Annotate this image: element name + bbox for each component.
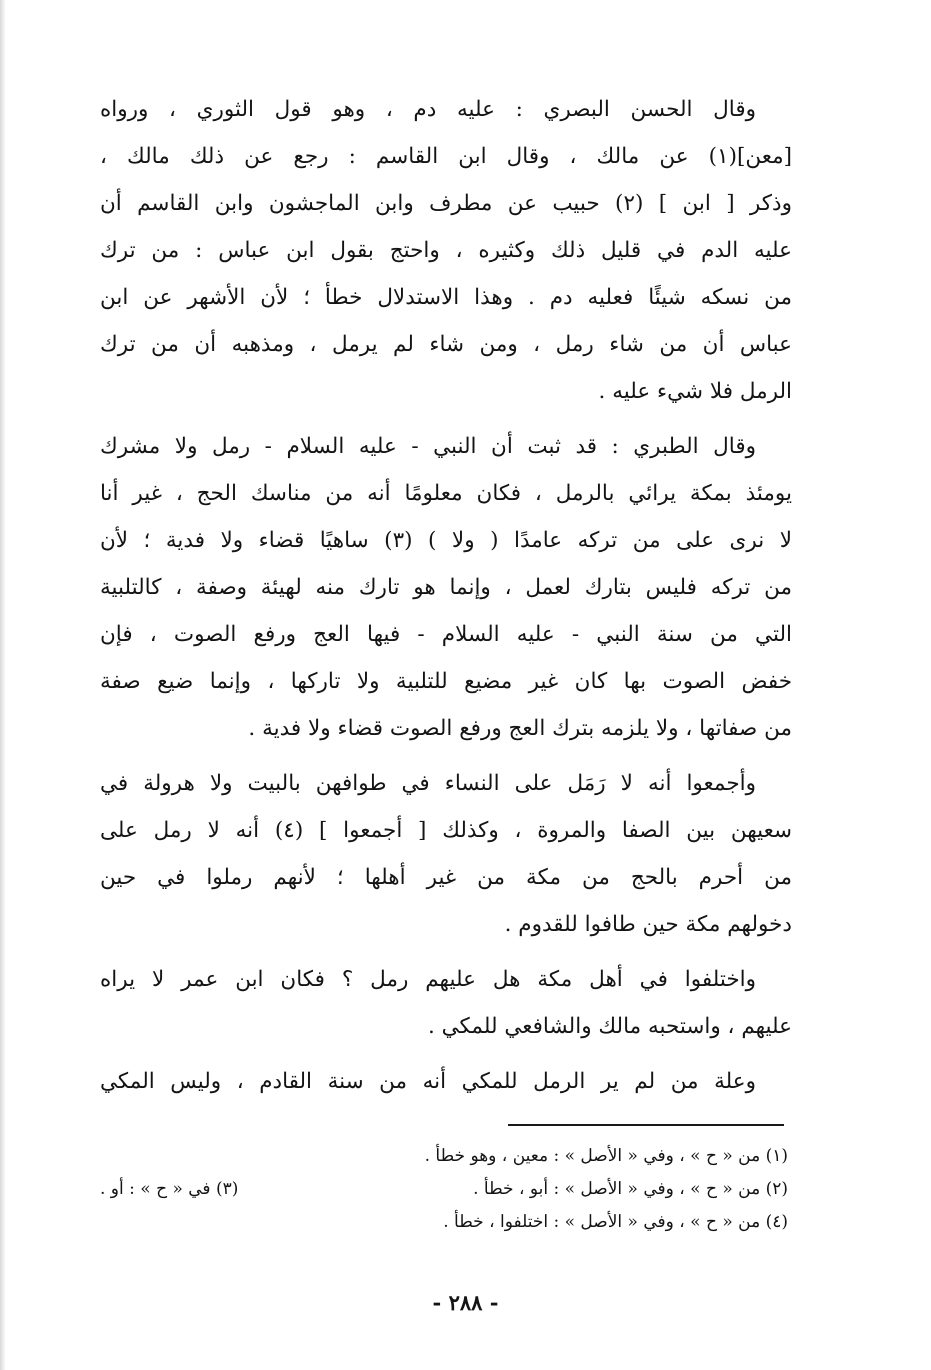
main-text <box>100 86 792 1105</box>
text-line: عليهم ، واستحبه مالك والشافعي للمكي . <box>427 1014 792 1039</box>
paragraph <box>100 86 792 415</box>
text-line: دخولهم مكة حين طافوا للقدوم . <box>504 912 792 937</box>
paragraph <box>100 956 792 1050</box>
text-line: خفض الصوت بها كان غير مضيع للتلبية ولا تاركها ، وإنما ضيع صفة <box>100 669 792 694</box>
footnote: (٣) في « ح » : أو . <box>100 1179 239 1199</box>
text-line: التي من سنة النبي - عليه السلام - فيها العج ورفع الصوت ، فإن <box>100 622 792 647</box>
text-line: من أحرم بالحج من مكة من غير أهلها ؛ لأنهم رملوا في حين <box>100 865 792 890</box>
footnote-row <box>100 1173 788 1206</box>
text-line: وعلة من لم ير الرمل للمكي أنه من سنة القادم ، وليس المكي <box>100 1069 756 1094</box>
text-line: وقال الحسن البصري : عليه دم ، وهو قول الثوري ، ورواه <box>100 97 756 122</box>
text-line: من صفاتها ، ولا يلزمه بترك العج ورفع الصوت قضاء ولا فدية . <box>248 716 792 741</box>
paragraph <box>100 1058 792 1105</box>
footnote: (٤) من « ح » ، وفي « الأصل » : اختلفوا ، خطأ . <box>443 1212 788 1232</box>
text-line: وأجمعوا أنه لا رَمَل على النساء في طوافهن بالبيت ولا هرولة في <box>100 771 756 796</box>
page-number: - ٢٨٨ - <box>432 1290 499 1315</box>
text-line: من نسكه شيئًا فعليه دم . وهذا الاستدلال خطأ ؛ لأن الأشهر عن ابن <box>100 285 792 310</box>
text-line: سعيهن بين الصفا والمروة ، وكذلك [ أجمعوا ] (٤) أنه لا رمل على <box>100 818 792 843</box>
footnote: (٢) من « ح » ، وفي « الأصل » : أبو ، خطأ . <box>473 1179 788 1199</box>
footnotes <box>100 1140 788 1239</box>
text-line: [معن](١) عن مالك ، وقال ابن القاسم : رجع عن ذلك مالك ، <box>100 144 792 169</box>
paragraph <box>100 423 792 752</box>
text-line: لا نرى على من تركه عامدًا ( ولا ) (٣) ساهيًا قضاء ولا فدية ؛ لأن <box>100 528 792 553</box>
text-line: وذكر [ ابن ] (٢) حبيب عن مطرف وابن الماجشون وابن القاسم أن <box>100 191 792 216</box>
text-line: عباس أن من شاء رمل ، ومن شاء لم يرمل ، ومذهبه أن من ترك <box>100 332 792 357</box>
footnote: (١) من « ح » ، وفي « الأصل » : معين ، وهو خطأ . <box>424 1146 788 1166</box>
footnote-separator <box>508 1124 784 1126</box>
page-edge-shadow <box>0 0 6 1370</box>
text-line: يومئذ بمكة يرائي بالرمل ، فكان معلومًا أنه من مناسك الحج ، غير أنا <box>100 481 792 506</box>
text-line: واختلفوا في أهل مكة هل عليهم رمل ؟ فكان ابن عمر لا يراه <box>100 967 756 992</box>
text-line: وقال الطبري : قد ثبت أن النبي - عليه السلام - رمل ولا مشرك <box>100 434 756 459</box>
text-line: الرمل فلا شيء عليه . <box>598 379 792 404</box>
text-line: عليه الدم في قليل ذلك وكثيره ، واحتج بقول ابن عباس : من ترك <box>100 238 792 263</box>
text-line: من تركه فليس بتارك لعمل ، وإنما هو تارك منه لهيئة وصفة ، كالتلبية <box>100 575 792 600</box>
paragraph <box>100 760 792 948</box>
